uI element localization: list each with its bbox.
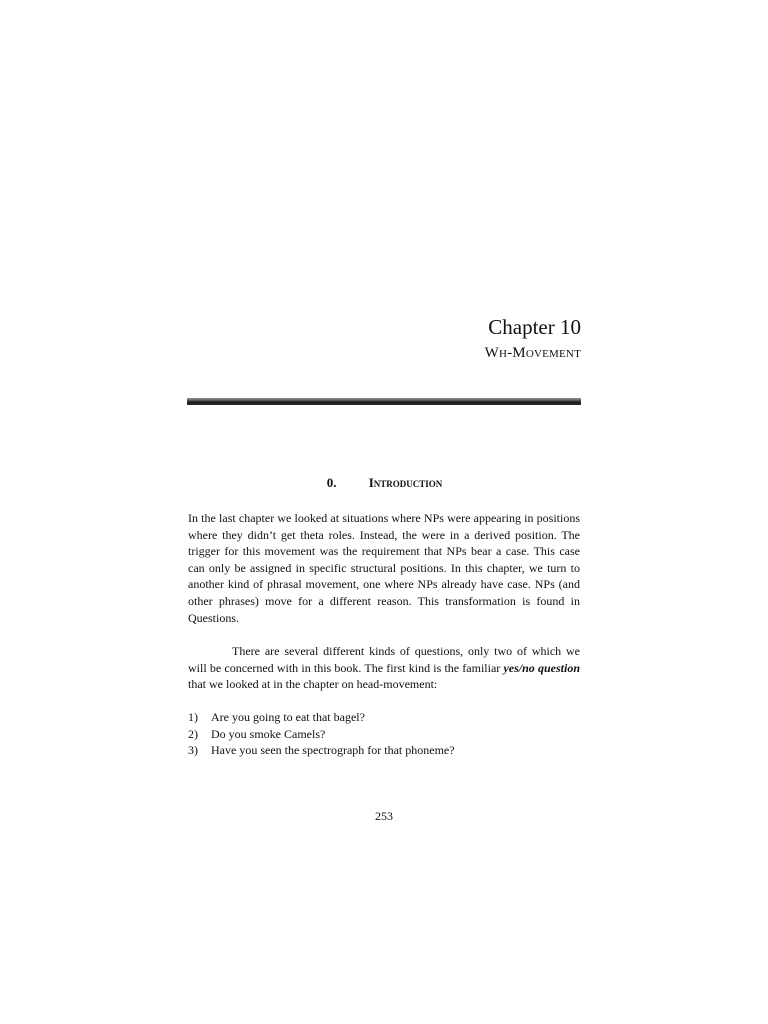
example-number: 1) bbox=[188, 710, 198, 724]
example-number: 2) bbox=[188, 726, 198, 741]
section-number: 0. bbox=[326, 475, 337, 490]
example-item bbox=[188, 709, 580, 726]
chapter-title: Wh-Movement bbox=[484, 345, 581, 361]
example-text: Have you seen the spectrograph for that phoneme? bbox=[211, 743, 455, 758]
example-list bbox=[188, 709, 580, 759]
chapter-divider-rule bbox=[187, 398, 581, 405]
paragraph-intro: In the last chapter we looked at situations where NPs were appearing in positions where they didn’t get theta roles. Instead, the were in a derived position. The trigger for this movement was the requirement that NPs bear a case. This case can only be assigned in specific structural positions. In this chapter, we turn to another kind of phrasal movement, one where NPs already have case. NPs (and other phrases) move for a different reason. This transformation is found in Questions. bbox=[188, 511, 580, 625]
chapter-heading bbox=[188, 313, 581, 363]
paragraph-text: that we looked at in the chapter on head-movement: bbox=[188, 677, 438, 692]
paragraph-text: There are several different kinds of questions, only two of which we will be concerned with in this book. The first kind is the familiar bbox=[188, 644, 580, 675]
section-title: Introduction bbox=[368, 475, 443, 490]
page-number: 253 bbox=[375, 809, 393, 823]
example-item bbox=[188, 742, 580, 759]
chapter-number: Chapter 10 bbox=[488, 315, 581, 339]
paragraph-question-kinds bbox=[188, 643, 580, 693]
example-number: 3) bbox=[188, 743, 198, 758]
example-text: Do you smoke Camels? bbox=[211, 726, 326, 741]
example-item bbox=[188, 726, 580, 743]
example-text: Are you going to eat that bagel? bbox=[211, 710, 365, 724]
section-heading bbox=[188, 474, 581, 492]
emphasized-term: yes/no question bbox=[503, 660, 580, 675]
